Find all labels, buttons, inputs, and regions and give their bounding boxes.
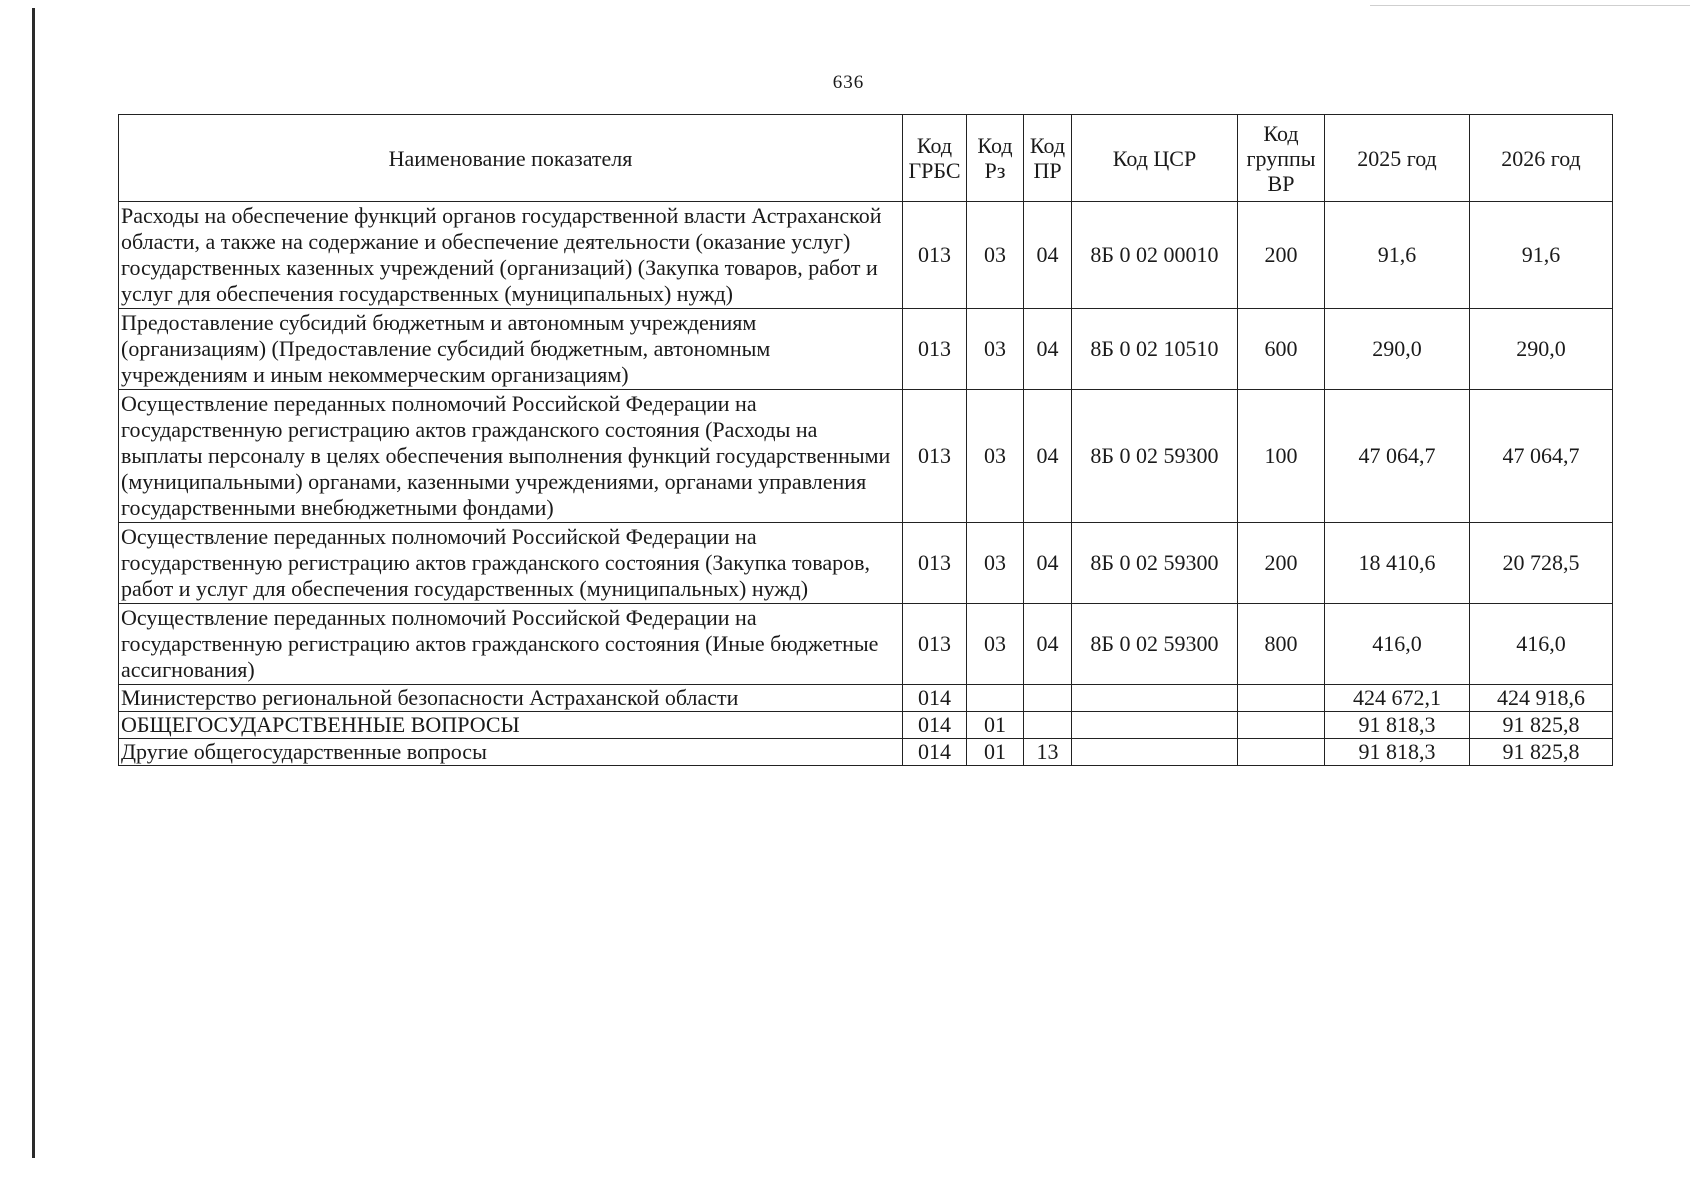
cell-2026: 91,6 (1470, 202, 1613, 309)
table-row (119, 712, 1613, 739)
cell-2026: 47 064,7 (1470, 390, 1613, 523)
cell-csr (1072, 739, 1238, 766)
header-rz: Код Рз (967, 115, 1024, 202)
cell-pr: 04 (1024, 523, 1072, 604)
cell-pr: 04 (1024, 604, 1072, 685)
cell-2026: 20 728,5 (1470, 523, 1613, 604)
cell-vr (1238, 739, 1325, 766)
cell-csr: 8Б 0 02 59300 (1072, 390, 1238, 523)
cell-vr (1238, 712, 1325, 739)
cell-rz (967, 685, 1024, 712)
cell-rz: 03 (967, 604, 1024, 685)
header-2026: 2026 год (1470, 115, 1613, 202)
table-row (119, 685, 1613, 712)
header-csr: Код ЦСР (1072, 115, 1238, 202)
cell-grbs: 013 (903, 604, 967, 685)
cell-2026: 290,0 (1470, 309, 1613, 390)
cell-vr: 800 (1238, 604, 1325, 685)
cell-vr: 600 (1238, 309, 1325, 390)
cell-grbs: 013 (903, 523, 967, 604)
cell-name: Осуществление переданных полномочий Российской Федерации на государственную регистрацию актов гражданского состояния (Иные бюджетные ассигнования) (119, 604, 903, 685)
header-vr: Код группы ВР (1238, 115, 1325, 202)
cell-grbs: 013 (903, 390, 967, 523)
header-name: Наименование показателя (119, 115, 903, 202)
cell-2026: 91 825,8 (1470, 739, 1613, 766)
cell-2025: 91,6 (1325, 202, 1470, 309)
header-grbs: Код ГРБС (903, 115, 967, 202)
cell-2025: 47 064,7 (1325, 390, 1470, 523)
table-header-row (119, 115, 1613, 202)
table-row (119, 390, 1613, 523)
cell-vr: 200 (1238, 523, 1325, 604)
cell-csr: 8Б 0 02 00010 (1072, 202, 1238, 309)
cell-rz: 03 (967, 309, 1024, 390)
cell-csr: 8Б 0 02 59300 (1072, 604, 1238, 685)
cell-grbs: 013 (903, 202, 967, 309)
cell-pr (1024, 685, 1072, 712)
scan-top-rule (1370, 5, 1690, 6)
cell-name: Другие общегосударственные вопросы (119, 739, 903, 766)
cell-2026: 424 918,6 (1470, 685, 1613, 712)
cell-2026: 91 825,8 (1470, 712, 1613, 739)
cell-pr: 04 (1024, 390, 1072, 523)
cell-name: Осуществление переданных полномочий Российской Федерации на государственную регистрацию актов гражданского состояния (Закупка товаров, работ и услуг для обеспечения государственных (муниципальных) нужд) (119, 523, 903, 604)
cell-pr (1024, 712, 1072, 739)
cell-name: Министерство региональной безопасности Астраханской области (119, 685, 903, 712)
cell-vr: 200 (1238, 202, 1325, 309)
cell-grbs: 014 (903, 712, 967, 739)
cell-csr (1072, 712, 1238, 739)
cell-csr: 8Б 0 02 59300 (1072, 523, 1238, 604)
cell-name: Предоставление субсидий бюджетным и автономным учреждениям (организациям) (Предоставление субсидий бюджетным, автономным учреждениям и иным некоммерческим организациям) (119, 309, 903, 390)
cell-rz: 01 (967, 712, 1024, 739)
cell-vr: 100 (1238, 390, 1325, 523)
cell-rz: 03 (967, 523, 1024, 604)
cell-pr: 04 (1024, 309, 1072, 390)
scan-left-edge (32, 8, 35, 1158)
cell-2025: 290,0 (1325, 309, 1470, 390)
cell-pr: 13 (1024, 739, 1072, 766)
cell-2026: 416,0 (1470, 604, 1613, 685)
cell-vr (1238, 685, 1325, 712)
table-row (119, 202, 1613, 309)
cell-name: ОБЩЕГОСУДАРСТВЕННЫЕ ВОПРОСЫ (119, 712, 903, 739)
cell-2025: 91 818,3 (1325, 739, 1470, 766)
cell-csr (1072, 685, 1238, 712)
cell-rz: 01 (967, 739, 1024, 766)
cell-rz: 03 (967, 390, 1024, 523)
table-row (119, 523, 1613, 604)
cell-2025: 18 410,6 (1325, 523, 1470, 604)
cell-grbs: 014 (903, 685, 967, 712)
table-row (119, 604, 1613, 685)
table-row (119, 309, 1613, 390)
table-row (119, 739, 1613, 766)
cell-grbs: 013 (903, 309, 967, 390)
cell-pr: 04 (1024, 202, 1072, 309)
cell-name: Расходы на обеспечение функций органов государственной власти Астраханской области, а также на содержание и обеспечение деятельности (оказание услуг) государственных казенных учреждений (организаций) (Закупка товаров, работ и услуг для обеспечения государственных (муниципальных) нужд) (119, 202, 903, 309)
cell-2025: 416,0 (1325, 604, 1470, 685)
cell-2025: 91 818,3 (1325, 712, 1470, 739)
cell-2025: 424 672,1 (1325, 685, 1470, 712)
header-pr: Код ПР (1024, 115, 1072, 202)
cell-rz: 03 (967, 202, 1024, 309)
cell-csr: 8Б 0 02 10510 (1072, 309, 1238, 390)
header-2025: 2025 год (1325, 115, 1470, 202)
cell-name: Осуществление переданных полномочий Российской Федерации на государственную регистрацию актов гражданского состояния (Расходы на выплаты персоналу в целях обеспечения выполнения функций государственными (муниципальными) органами, казенными учреждениями, органами управления государственными внебюджетными фондами) (119, 390, 903, 523)
page-number: 636 (832, 72, 865, 93)
budget-table (118, 114, 1613, 766)
cell-grbs: 014 (903, 739, 967, 766)
